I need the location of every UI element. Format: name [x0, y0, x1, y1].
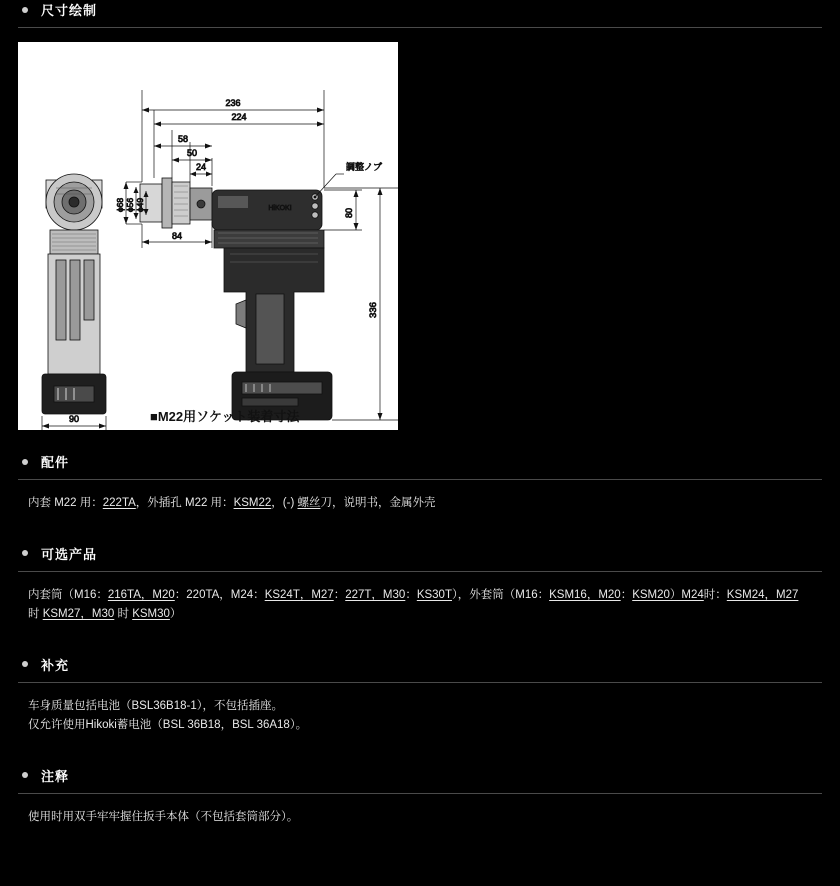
accessory-screwdriver: 螺丝 [297, 497, 321, 509]
dim-phi56: ϕ56 [125, 197, 135, 213]
optional-code-ks30t: KS30T [416, 588, 452, 601]
section-notes [0, 766, 840, 828]
dim-236: 236 [225, 98, 241, 108]
optional-code-227t: 227T，M30 [345, 588, 406, 601]
dim-50: 50 [186, 148, 198, 158]
dim-336: 336 [368, 302, 379, 318]
bullet-icon [22, 7, 28, 13]
optional-code-ksm24: KSM24，M27 [726, 588, 799, 601]
supplement-text [18, 697, 822, 736]
optional-code-216ta: 216TA，M20 [107, 588, 175, 601]
bullet-icon [22, 459, 28, 465]
optional-code-ksm-split: KSM [42, 608, 68, 621]
optional-code-ksm20: KSM20）M24 [632, 588, 704, 601]
optional-code-ksm30: KSM30 [132, 608, 170, 621]
section-header-optional [18, 544, 822, 563]
optional-text [18, 586, 822, 625]
dim-58: 58 [177, 134, 189, 144]
optional-line2-a: 时 [114, 608, 133, 621]
section-supplement [0, 655, 840, 736]
optional-line1-c: ： [333, 588, 346, 601]
optional-line1-f: ： [620, 588, 633, 601]
optional-line1-e: ），外套筒（M16： [451, 588, 550, 601]
dim-90: 90 [68, 414, 80, 424]
optional-line1-b: ：220TA，M24： [174, 588, 265, 601]
optional-line1-g: 时： [703, 588, 727, 601]
dim-84: 84 [171, 231, 183, 241]
dim-24: 24 [195, 162, 207, 172]
optional-code-ks24t: KS24T，M27 [264, 588, 334, 601]
section-title: 补充 [41, 657, 70, 673]
dim-phi49: ϕ49 [135, 197, 145, 213]
dim-80: 80 [344, 207, 354, 219]
optional-code-ksm16: KSM16，M20 [549, 588, 621, 601]
dimension-drawing [18, 42, 398, 430]
supplement-line-2: 仅允许使用Hikoki蓄电池（BSL 36B18，BSL 36A18）。 [28, 719, 308, 732]
svg-text:HiKOKI: HiKOKI [268, 205, 292, 212]
section-dimensions [0, 0, 840, 430]
section-title: 可选产品 [41, 546, 98, 562]
section-title: 尺寸绘制 [41, 3, 98, 18]
optional-line2-b: ） [169, 608, 182, 621]
notes-line-1: 使用时用双手牢牢握住扳手本体（不包括套筒部分）。 [28, 810, 299, 823]
accessory-code-ksm22: KSM22 [233, 497, 272, 509]
notes-text [18, 808, 822, 828]
section-header-supplement [18, 655, 822, 674]
optional-line1-a: 内套筒（M16： [28, 588, 108, 601]
drawing-caption: ■M22用ソケット装着寸法 [150, 409, 300, 424]
optional-line1-d: ： [405, 588, 417, 601]
section-header-accessories [18, 452, 822, 471]
section-header-notes [18, 766, 822, 785]
divider [18, 27, 822, 28]
bullet-icon [22, 661, 28, 667]
dim-phi68: ϕ68 [115, 197, 125, 213]
supplement-line-1: 车身质量包括电池（BSL36B18-1），不包括插座。 [28, 699, 283, 712]
section-title: 配件 [41, 455, 70, 470]
section-header-dimensions [18, 0, 822, 19]
bullet-icon [22, 550, 28, 556]
optional-code-ksm27: 27，M30 [67, 608, 115, 621]
section-title: 注释 [41, 768, 70, 784]
section-optional [0, 544, 840, 625]
accessory-code-222ta: 222TA [102, 497, 136, 509]
accessories-text: 内套 M22 用：222TA，外插孔 M22 用：KSM22，(-) 螺丝刀，说明书，金属外壳 [28, 497, 436, 509]
section-accessories [0, 452, 840, 514]
dim-224: 224 [231, 112, 247, 122]
callout-adjust-knob: 調整ノブ [346, 162, 383, 172]
optional-line1-h: 时 [28, 608, 43, 621]
bullet-icon [22, 772, 28, 778]
